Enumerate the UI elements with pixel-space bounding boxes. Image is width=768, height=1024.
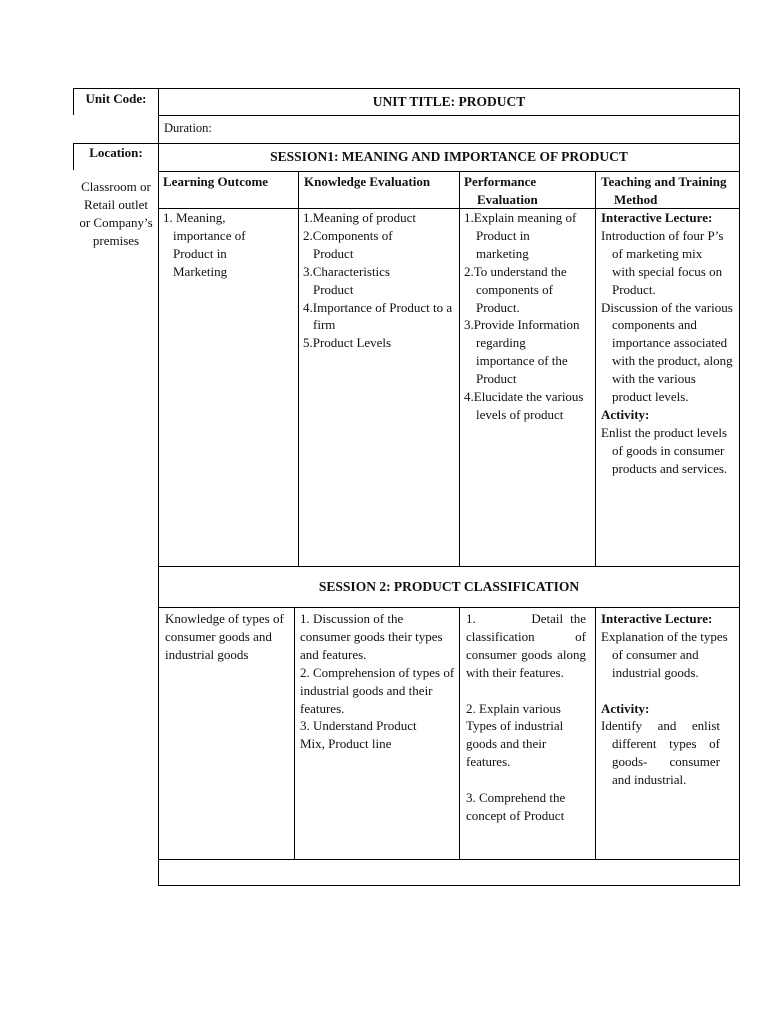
col-divider: [459, 171, 460, 566]
activity-label: Activity:: [601, 406, 650, 422]
list-item: Introduction of four P’s of marketing mix with special focus on Product.: [601, 227, 724, 297]
lecture-label: Interactive Lecture:: [601, 611, 713, 626]
table-line: [158, 859, 740, 860]
list-item: 1.Explain meaning of Product in marketing: [464, 210, 577, 261]
list-item: 2. Comprehension of types of industrial goods and their features.: [300, 664, 455, 716]
list-item: 4.Importance of Product to a firm: [303, 299, 453, 333]
list-item: 1. Meaning, importance of Product in Marketing: [163, 210, 246, 279]
s1-performance-list: [464, 209, 593, 424]
col-divider: [595, 171, 596, 566]
col-divider: [294, 607, 295, 859]
list-item: 5.Product Levels: [303, 335, 392, 351]
s2-learning-outcome: Knowledge of types of consumer goods and industrial goods: [165, 611, 284, 662]
list-item: 3.Characteristics Product: [303, 263, 390, 297]
list-item: 2. Explain various Types of industrial goods and their features.: [466, 700, 564, 770]
list-item: 3. Understand Product Mix, Product line: [300, 718, 417, 752]
col-divider: [459, 607, 460, 859]
col-heading-knowledge-evaluation: Knowledge Evaluation: [304, 174, 431, 189]
list-item: Discussion of the various components and importance associated with the product, along with the various product levels.: [601, 299, 733, 405]
table-line: [158, 607, 740, 608]
table-line: [158, 885, 740, 886]
list-item: 3. Comprehend the concept of Product: [466, 790, 566, 823]
col-divider: [298, 171, 299, 566]
list-item: Explanation of the types of consumer and industrial goods.: [601, 628, 728, 680]
list-item: 1. Discussion of the consumer goods their types and features.: [300, 611, 443, 662]
duration-label: Duration:: [164, 121, 212, 135]
s2-performance-list: [466, 610, 590, 825]
location-label: Location:: [89, 145, 143, 160]
table-line: [158, 115, 740, 116]
session2-title: SESSION 2: PRODUCT CLASSIFICATION: [318, 579, 580, 594]
list-item: Enlist the product levels of goods in consumer products and services.: [601, 424, 728, 476]
lecture-label: Interactive Lecture:: [601, 210, 713, 225]
location-value: Classroom or Retail outlet or Company’s premises: [79, 179, 153, 248]
table-line: [158, 143, 740, 144]
unit-title: UNIT TITLE: PRODUCT: [372, 94, 526, 109]
list-item: Identify and enlist different types of goods- consumer and industrial.: [601, 718, 720, 788]
col-heading-teaching-method: Teaching and Training Method: [601, 174, 727, 207]
col-heading-performance-evaluation: Performance Evaluation: [464, 174, 538, 207]
s1-knowledge-list: [303, 209, 458, 352]
unit-code-box-top: [73, 88, 158, 89]
table-line: [158, 566, 740, 567]
s1-teaching-method: [601, 209, 735, 478]
list-item: 3.Provide Information regarding importance of the Product: [464, 317, 580, 387]
s1-learning-outcome: [163, 209, 281, 281]
list-item: 2.Components of Product: [303, 227, 393, 261]
col-divider: [595, 607, 596, 859]
unit-code-label: Unit Code:: [85, 91, 147, 106]
table-line: [158, 88, 740, 89]
col-heading-learning-outcome: Learning Outcome: [163, 174, 269, 189]
activity-label: Activity:: [601, 700, 650, 716]
list-item: 1. Detail the classification of consumer goods along with their features.: [466, 611, 590, 680]
list-item: 2.To understand the components of Product.: [464, 263, 567, 315]
list-item: 1.Meaning of product: [303, 210, 417, 225]
s2-knowledge-list: [300, 610, 456, 753]
session1-title: SESSION1: MEANING AND IMPORTANCE OF PRODUCT: [270, 149, 628, 164]
table-line: [158, 171, 740, 172]
list-item: 4.Elucidate the various levels of product: [464, 389, 584, 422]
s2-teaching-method: [601, 610, 735, 789]
